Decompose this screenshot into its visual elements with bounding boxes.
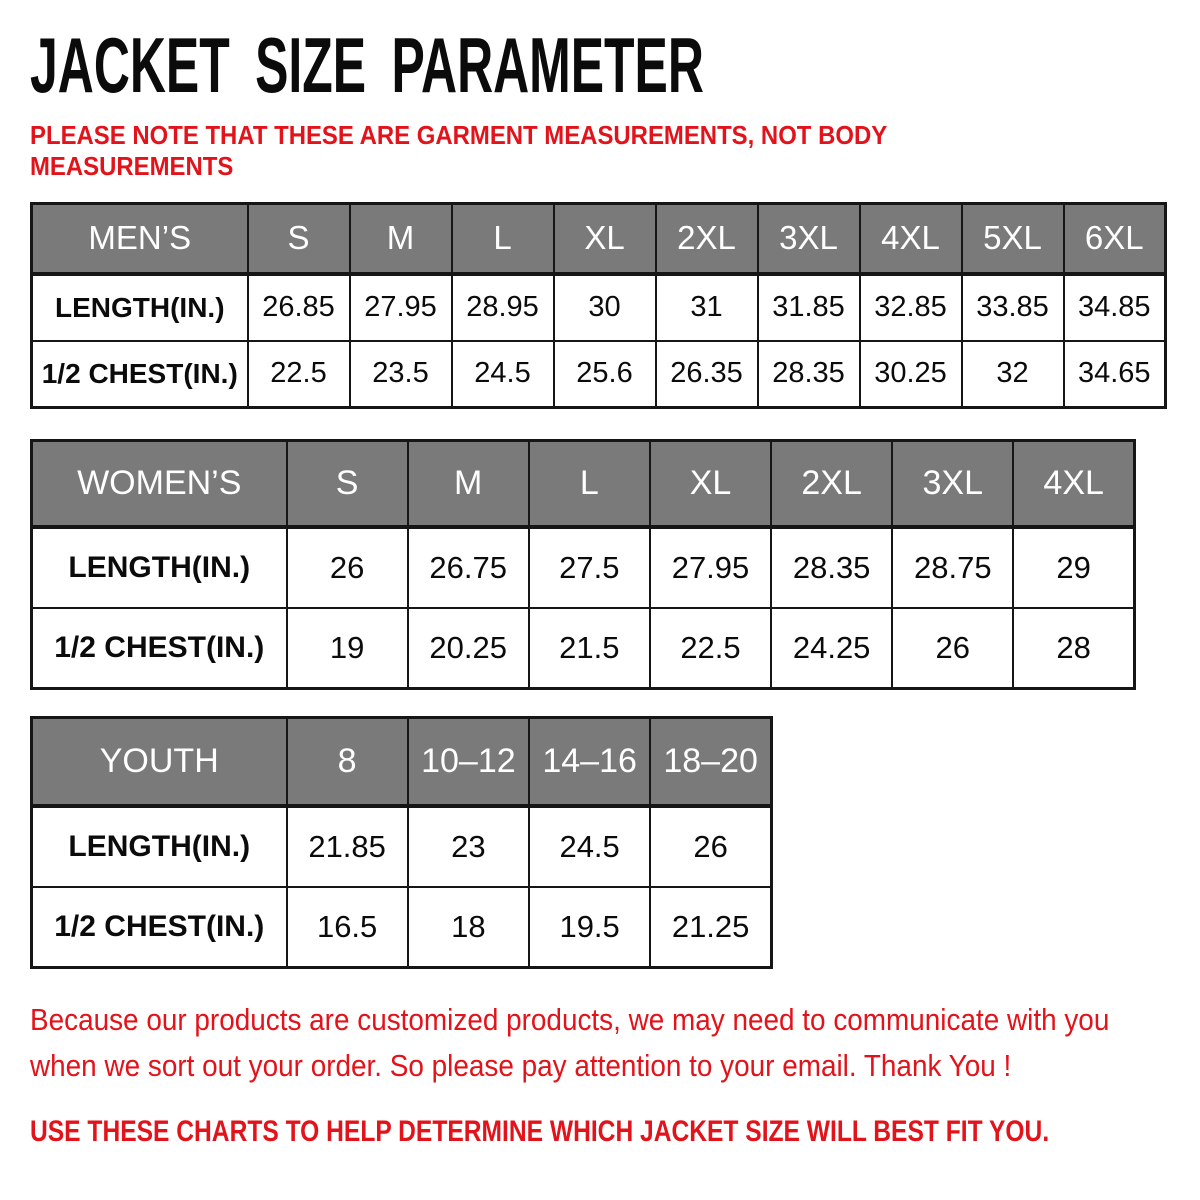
measurement-value-cell: 22.5	[650, 608, 771, 689]
footer-notes	[30, 997, 1200, 1149]
measurement-row	[32, 887, 772, 968]
garment-note-line-1: PLEASE NOTE THAT THESE ARE GARMENT MEASUREMENTS, NOT BODY	[30, 120, 888, 150]
size-header-row	[32, 204, 1166, 274]
measurement-value-cell: 24.25	[771, 608, 892, 689]
measurement-value-cell: 26.35	[656, 341, 758, 408]
measurement-value-cell: 27.95	[350, 274, 452, 341]
garment-measurement-note	[30, 120, 1200, 182]
size-header-row	[32, 441, 1135, 527]
measurement-value-cell: 27.95	[650, 527, 771, 608]
customization-note-line-2: when we sort out your order. So please pay attention to your email. Thank You !	[30, 1048, 1012, 1083]
row-label-cell: LENGTH(IN.)	[32, 806, 287, 887]
row-label-cell: 1/2 CHEST(IN.)	[32, 341, 248, 408]
measurement-value-cell: 23.5	[350, 341, 452, 408]
group-label-cell-youth: YOUTH	[32, 718, 287, 806]
measurement-row	[32, 608, 1135, 689]
measurement-row	[32, 341, 1166, 408]
customization-note-line-1: Because our products are customized products, we may need to communicate with you	[30, 1002, 1110, 1037]
measurement-value-cell: 28.95	[452, 274, 554, 341]
size-header-cell: XL	[554, 204, 656, 274]
size-table-womens	[30, 439, 1136, 690]
measurement-value-cell: 26	[287, 527, 408, 608]
measurement-value-cell: 31.85	[758, 274, 860, 341]
size-header-cell: 3XL	[892, 441, 1013, 527]
size-header-cell: 3XL	[758, 204, 860, 274]
measurement-value-cell: 28.35	[758, 341, 860, 408]
measurement-row	[32, 806, 772, 887]
measurement-value-cell: 26.85	[248, 274, 350, 341]
measurement-value-cell: 31	[656, 274, 758, 341]
measurement-value-cell: 19	[287, 608, 408, 689]
measurement-value-cell: 34.65	[1064, 341, 1166, 408]
measurement-value-cell: 28	[1013, 608, 1134, 689]
measurement-value-cell: 22.5	[248, 341, 350, 408]
measurement-value-cell: 28.35	[771, 527, 892, 608]
garment-note-line-2: MEASUREMENTS	[30, 151, 234, 181]
measurement-value-cell: 24.5	[529, 806, 650, 887]
customization-note	[30, 997, 1200, 1089]
size-header-cell: S	[248, 204, 350, 274]
measurement-value-cell: 26.75	[408, 527, 529, 608]
size-header-cell: 4XL	[1013, 441, 1134, 527]
measurement-value-cell: 34.85	[1064, 274, 1166, 341]
measurement-row	[32, 274, 1166, 341]
size-header-cell: S	[287, 441, 408, 527]
size-header-cell: L	[529, 441, 650, 527]
size-header-cell: 4XL	[860, 204, 962, 274]
measurement-value-cell: 29	[1013, 527, 1134, 608]
size-header-cell: 2XL	[656, 204, 758, 274]
size-header-cell: XL	[650, 441, 771, 527]
measurement-value-cell: 28.75	[892, 527, 1013, 608]
group-label-cell-womens: WOMEN’S	[32, 441, 287, 527]
page-title: JACKET SIZE PARAMETER	[30, 21, 704, 109]
measurement-value-cell: 19.5	[529, 887, 650, 968]
size-header-cell: 6XL	[1064, 204, 1166, 274]
measurement-row	[32, 527, 1135, 608]
measurement-value-cell: 18	[408, 887, 529, 968]
measurement-value-cell: 27.5	[529, 527, 650, 608]
size-header-cell: 2XL	[771, 441, 892, 527]
row-label-cell: LENGTH(IN.)	[32, 527, 287, 608]
measurement-value-cell: 23	[408, 806, 529, 887]
usage-note: USE THESE CHARTS TO HELP DETERMINE WHICH JACKET SIZE WILL BEST FIT YOU.	[30, 1115, 1050, 1148]
measurement-value-cell: 21.25	[650, 887, 771, 968]
measurement-value-cell: 21.85	[287, 806, 408, 887]
measurement-value-cell: 16.5	[287, 887, 408, 968]
size-header-cell: 5XL	[962, 204, 1064, 274]
measurement-value-cell: 30	[554, 274, 656, 341]
size-table-youth	[30, 716, 773, 969]
measurement-value-cell: 33.85	[962, 274, 1064, 341]
size-header-cell: L	[452, 204, 554, 274]
size-header-cell: M	[350, 204, 452, 274]
row-label-cell: 1/2 CHEST(IN.)	[32, 608, 287, 689]
measurement-value-cell: 30.25	[860, 341, 962, 408]
measurement-value-cell: 26	[892, 608, 1013, 689]
size-header-cell: 8	[287, 718, 408, 806]
group-label-cell-mens: MEN’S	[32, 204, 248, 274]
row-label-cell: LENGTH(IN.)	[32, 274, 248, 341]
size-header-cell: 10–12	[408, 718, 529, 806]
size-header-cell: M	[408, 441, 529, 527]
size-header-row	[32, 718, 772, 806]
size-table-mens	[30, 202, 1167, 409]
measurement-value-cell: 21.5	[529, 608, 650, 689]
size-header-cell: 18–20	[650, 718, 771, 806]
measurement-value-cell: 32	[962, 341, 1064, 408]
measurement-value-cell: 26	[650, 806, 771, 887]
size-header-cell: 14–16	[529, 718, 650, 806]
row-label-cell: 1/2 CHEST(IN.)	[32, 887, 287, 968]
measurement-value-cell: 24.5	[452, 341, 554, 408]
measurement-value-cell: 25.6	[554, 341, 656, 408]
measurement-value-cell: 20.25	[408, 608, 529, 689]
measurement-value-cell: 32.85	[860, 274, 962, 341]
